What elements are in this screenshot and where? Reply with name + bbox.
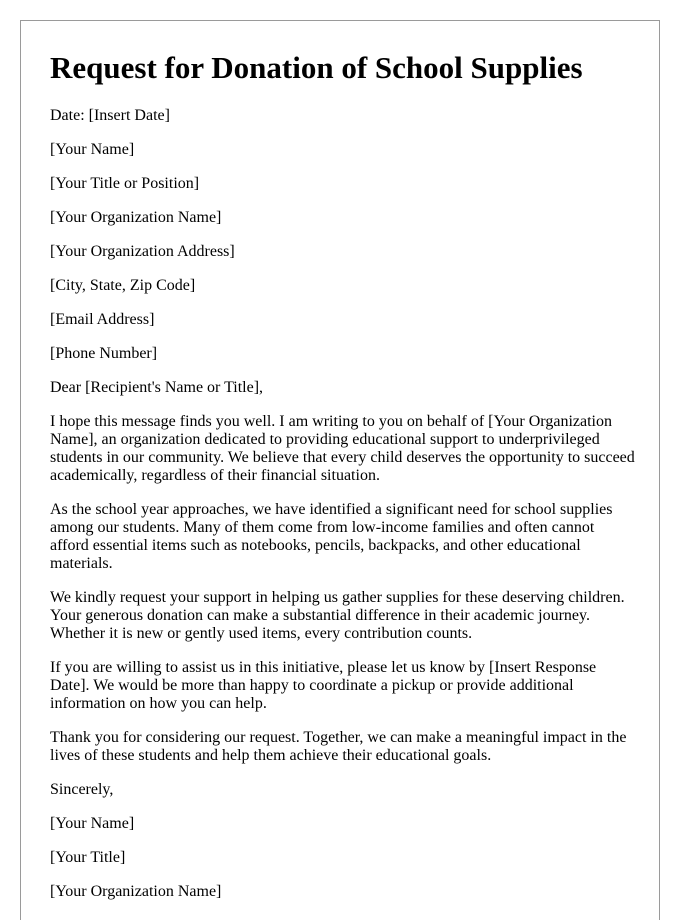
signature-name: [Your Name]: [50, 815, 135, 832]
body-paragraph-2: As the school year approaches, we have identified a significant need for school supplies among our students. Many of them come from low-income families and often cannot afford essential items such as notebooks, pencils, backpacks, and other educational materials.: [50, 501, 613, 572]
body-paragraph-4: If you are willing to assist us in this initiative, please let us know by [Insert Response Date]. We would be more than happy to coordinate a pickup or provide additional information on how you can help.: [50, 659, 597, 712]
sender-address: [Your Organization Address]: [50, 243, 235, 260]
body-paragraph-5: Thank you for considering our request. Together, we can make a meaningful impact in the lives of these students and help them achieve their educational goals.: [50, 729, 627, 764]
letter-content: [50, 48, 635, 901]
date-line: Date: [Insert Date]: [50, 107, 170, 124]
sender-email: [Email Address]: [50, 311, 155, 328]
sender-phone: [Phone Number]: [50, 345, 158, 362]
salutation: Dear [Recipient's Name or Title],: [50, 379, 264, 396]
body-paragraph-3: We kindly request your support in helping us gather supplies for these deserving children. Your generous donation can make a substantial difference in their academic journey. Whether it is new or gently used items, every contribution counts.: [50, 589, 625, 642]
letter-page: [20, 20, 660, 920]
closing: Sincerely,: [50, 781, 114, 798]
sender-organization: [Your Organization Name]: [50, 209, 222, 226]
signature-organization: [Your Organization Name]: [50, 883, 222, 900]
sender-title: [Your Title or Position]: [50, 175, 200, 192]
body-paragraph-1: I hope this message finds you well. I am writing to you on behalf of [Your Organization Name], an organization dedicated to providing educational support to underprivileged students in our community. We believe that every child deserves the opportunity to succeed academically, regardless of their financial situation.: [50, 413, 635, 484]
signature-title: [Your Title]: [50, 849, 126, 866]
sender-city-state-zip: [City, State, Zip Code]: [50, 277, 196, 294]
letter-title: Request for Donation of School Supplies: [50, 50, 583, 85]
sender-name: [Your Name]: [50, 141, 135, 158]
